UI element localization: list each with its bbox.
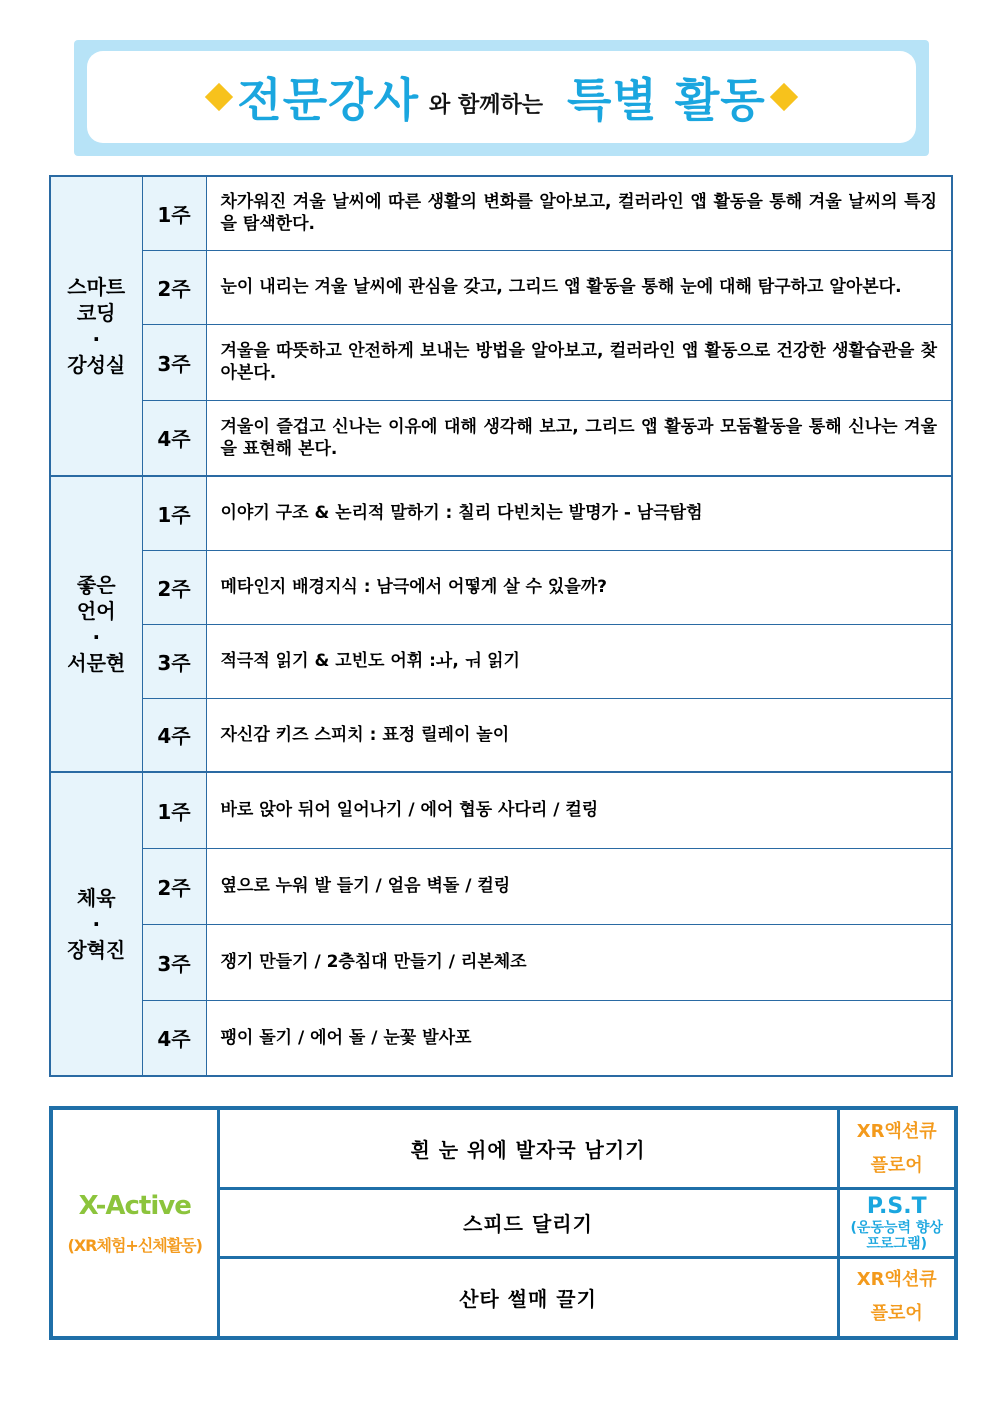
xactive-tag: XR액션큐 [856, 1269, 937, 1291]
week-cell: 3주 [142, 624, 206, 698]
xactive-tag: XR액션큐 [856, 1120, 937, 1142]
title-part1: 전문강사 [237, 73, 420, 127]
week-cell: 4주 [142, 400, 206, 476]
title-part3: 특별 활동 [566, 73, 766, 127]
diamond-left-icon [205, 83, 233, 111]
activity-description: 옆으로 누워 발 들기 / 얼음 벽돌 / 컬링 [206, 848, 952, 924]
group-label-language: 좋은 언어 · 서문현 [50, 476, 142, 772]
xactive-table [49, 1106, 958, 1340]
activity-description: 쟁기 만들기 / 2층침대 만들기 / 리본체조 [206, 924, 952, 1000]
table-row [50, 550, 952, 624]
activity-description: 적극적 읽기 & 고빈도 어휘 :ㅘ, ㅝ 읽기 [206, 624, 952, 698]
xactive-label-cell [51, 1108, 218, 1338]
xactive-tag-pst-sub: (운동능력 향상 [850, 1219, 943, 1236]
table-row [50, 324, 952, 400]
week-cell: 4주 [142, 698, 206, 772]
week-cell: 3주 [142, 324, 206, 400]
table-row [50, 1000, 952, 1076]
activity-description: 메타인지 배경지식 : 남극에서 어떻게 살 수 있을까? [206, 550, 952, 624]
xactive-tag: 플로어 [870, 1154, 923, 1176]
table-row [50, 772, 952, 848]
activity-description: 눈이 내리는 겨울 날씨에 관심을 갖고, 그리드 앱 활동을 통해 눈에 대해 탐구하고 알아본다. [206, 250, 952, 324]
xactive-tag: 플로어 [870, 1303, 923, 1325]
activity-description: 자신감 키즈 스피치 : 표정 릴레이 놀이 [206, 698, 952, 772]
group-label-pe: 체육 · 장혁진 [50, 772, 142, 1076]
table-row [50, 176, 952, 250]
table-row [50, 624, 952, 698]
week-cell: 1주 [142, 176, 206, 250]
activity-description: 팽이 돌기 / 에어 돌 / 눈꽃 발사포 [206, 1000, 952, 1076]
activity-description: 이야기 구조 & 논리적 말하기 : 칠리 다빈치는 발명가 - 남극탐험 [206, 476, 952, 550]
xactive-subtitle: (XR체험+신체활동) [67, 1235, 202, 1255]
week-cell: 1주 [142, 476, 206, 550]
xactive-activity: 산타 썰매 끌기 [218, 1257, 838, 1338]
table-row [50, 400, 952, 476]
xactive-activity: 흰 눈 위에 발자국 남기기 [218, 1108, 838, 1189]
title-part2: 와 함께하는 [429, 92, 543, 118]
xactive-tag-cell [838, 1108, 956, 1189]
group-label-coding: 스마트 코딩 · 강성실 [50, 176, 142, 476]
xactive-tag-pst: P.S.T [866, 1193, 927, 1219]
diamond-right-icon [770, 83, 798, 111]
activity-description: 겨울이 즐겁고 신나는 이유에 대해 생각해 보고, 그리드 앱 활동과 모둠활동을 통해 신나는 겨울을 표현해 본다. [206, 400, 952, 476]
week-cell: 2주 [142, 550, 206, 624]
xactive-title: X-Active [78, 1190, 191, 1221]
activity-description: 바로 앉아 뒤어 일어나기 / 에어 협동 사다리 / 컬링 [206, 772, 952, 848]
schedule-table [49, 175, 953, 1077]
week-cell: 2주 [142, 848, 206, 924]
xactive-tag-pst-sub: 프로그램) [866, 1235, 927, 1252]
title-banner [74, 40, 929, 156]
table-row [50, 924, 952, 1000]
week-cell: 2주 [142, 250, 206, 324]
week-cell: 3주 [142, 924, 206, 1000]
activity-description: 겨울을 따뜻하고 안전하게 보내는 방법을 알아보고, 컬러라인 앱 활동으로 건강한 생활습관을 찾아본다. [206, 324, 952, 400]
activity-description: 차가워진 겨울 날씨에 따른 생활의 변화를 알아보고, 컬러라인 앱 활동을 통해 겨울 날씨의 특징을 탐색한다. [206, 176, 952, 250]
table-row [50, 698, 952, 772]
xactive-tag-cell [838, 1189, 956, 1258]
week-cell: 4주 [142, 1000, 206, 1076]
week-cell: 1주 [142, 772, 206, 848]
xactive-tag-cell [838, 1257, 956, 1338]
table-row [50, 848, 952, 924]
table-row [50, 476, 952, 550]
title-banner-inner [87, 51, 916, 143]
table-row [51, 1108, 956, 1189]
xactive-activity: 스피드 달리기 [218, 1189, 838, 1258]
table-row [50, 250, 952, 324]
